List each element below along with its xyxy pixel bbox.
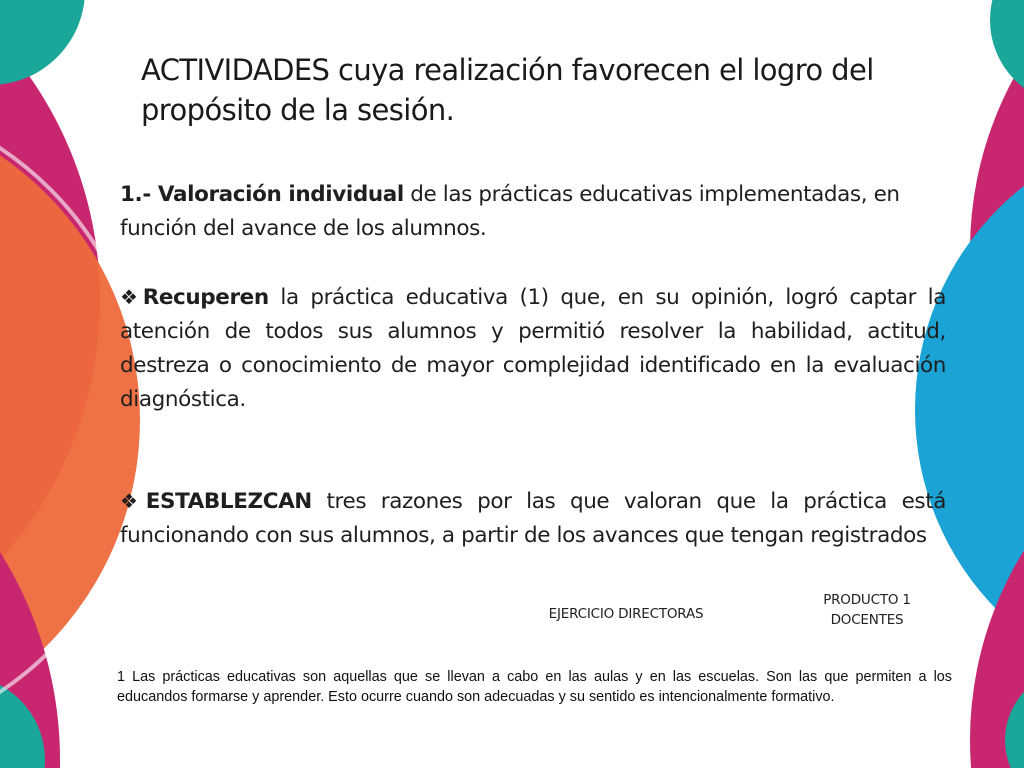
diamond-bullet-icon: ❖	[120, 285, 143, 309]
item-1-bold-lead: 1.- Valoración individual	[120, 182, 404, 207]
bullet-recuperen	[120, 280, 946, 417]
bullet-1-bold-lead: Recuperen	[142, 285, 269, 310]
bullet-1-text: la práctica educativa (1) que, en su opinión, logró captar la atención de todos sus alumnos y permitió resolver la habilidad, actitud, destreza o conocimiento de mayor complejidad identificado en la evaluación diagnóstica.	[120, 285, 947, 412]
diamond-bullet-icon: ❖	[120, 489, 146, 513]
producto-line-1: PRODUCTO 1	[823, 592, 911, 608]
bullet-establezcan	[120, 484, 946, 553]
slide-title: ACTIVIDADES cuya realización favorecen el logro del propósito de la sesión.	[141, 53, 874, 127]
bullet-2-text: tres razones por las que valoran que la práctica está funcionando con sus alumnos, a partir de los avances que tengan registrados	[120, 489, 946, 548]
footnote: 1 Las prácticas educativas son aquellas que se llevan a cabo en las aulas y en las escuelas. Son las que permiten a los educandos formarse y aprender. Esto ocurre cuando son adecuadas y su sentido es intencionalmente formativo.	[117, 669, 952, 705]
bullet-2-bold-lead: ESTABLEZCAN	[145, 489, 312, 514]
label-ejercicio-directoras: EJERCICIO DIRECTORAS	[548, 606, 704, 622]
label-producto-docentes	[800, 590, 934, 630]
item-1-paragraph	[120, 178, 946, 246]
item-1-text: de las prácticas educativas implementadas, en función del avance de los alumnos.	[120, 182, 900, 241]
producto-line-2: DOCENTES	[830, 612, 904, 628]
